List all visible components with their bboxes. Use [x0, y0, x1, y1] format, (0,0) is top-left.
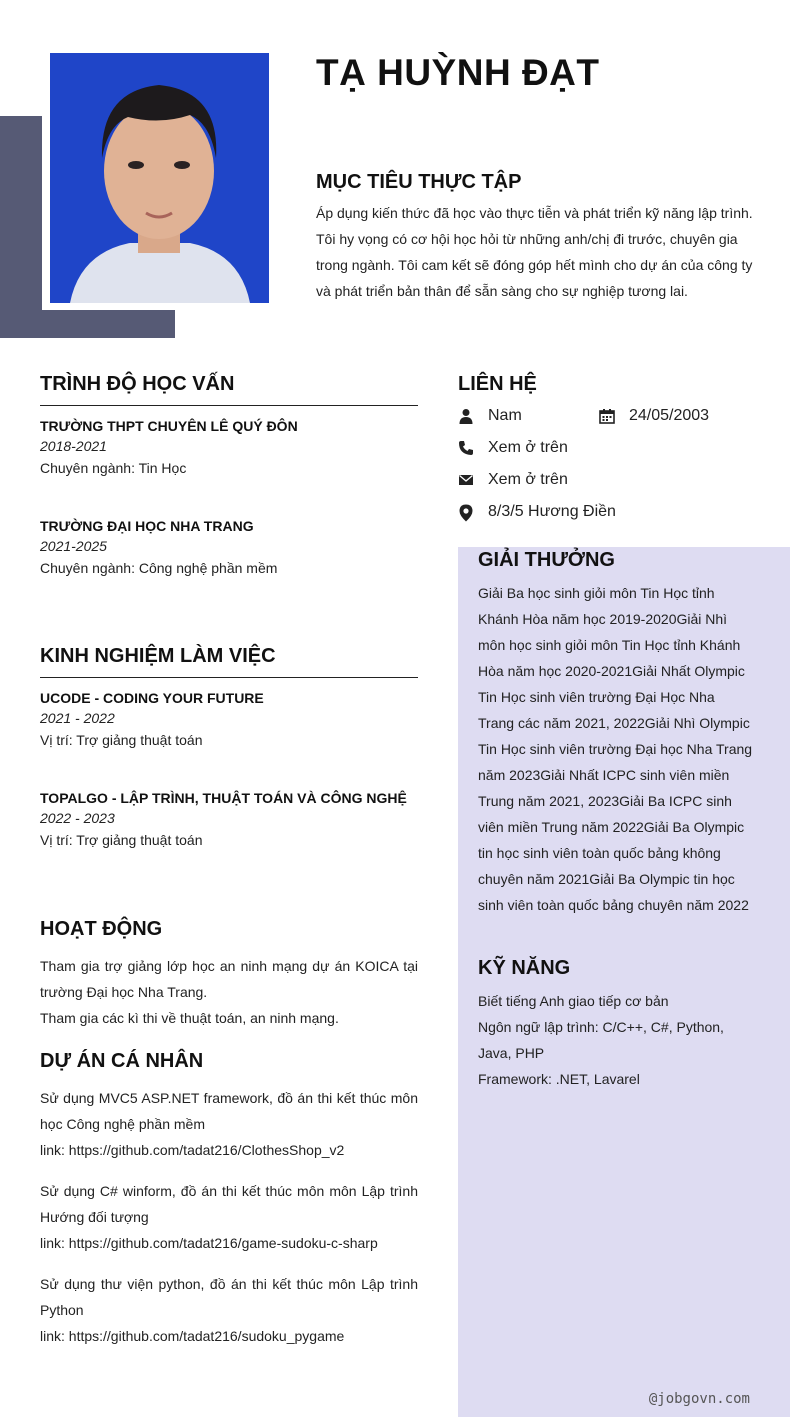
contact-title: LIÊN HỆ — [458, 373, 537, 395]
experience-item — [40, 690, 418, 748]
education-item — [40, 418, 418, 476]
phone-value: Xem ở trên — [488, 439, 568, 456]
skill-line: Ngôn ngữ lập trình: C/C++, C#, Python, Java, PHP — [478, 1019, 724, 1061]
gender-value: Nam — [488, 407, 522, 424]
contact-dob — [599, 407, 709, 425]
project-link[interactable]: link: https://github.com/tadat216/ClothesShop_v2 — [40, 1142, 345, 1158]
decorative-block-vertical — [0, 116, 42, 338]
company-name: UCODE - CODING YOUR FUTURE — [40, 690, 264, 706]
calendar-icon — [599, 408, 615, 424]
activities-title: HOẠT ĐỘNG — [40, 918, 163, 940]
school-name: TRƯỜNG THPT CHUYÊN LÊ QUÝ ĐÔN — [40, 418, 298, 434]
address-value: 8/3/5 Hương Điền — [488, 503, 616, 520]
project-description: Sử dụng MVC5 ASP.NET framework, đồ án thi kết thúc môn học Công nghệ phần mềm — [40, 1090, 418, 1132]
education-major: Chuyên ngành: Công nghệ phần mềm — [40, 560, 278, 576]
projects-section — [40, 1050, 418, 1349]
watermark: @jobgovn.com — [648, 1391, 750, 1407]
skill-line: Biết tiếng Anh giao tiếp cơ bản — [478, 993, 669, 1009]
decorative-block-horizontal — [0, 310, 175, 338]
skills-title: KỸ NĂNG — [478, 957, 571, 979]
education-major: Chuyên ngành: Tin Học — [40, 460, 187, 476]
education-section — [40, 373, 418, 576]
contact-gender — [458, 407, 522, 425]
experience-position: Vị trí: Trợ giảng thuật toán — [40, 832, 203, 848]
contact-phone — [458, 439, 568, 457]
person-icon — [458, 408, 474, 424]
experience-time: 2021 - 2022 — [40, 710, 115, 726]
project-link[interactable]: link: https://github.com/tadat216/game-sudoku-c-sharp — [40, 1235, 378, 1251]
experience-item — [40, 790, 418, 848]
project-link[interactable]: link: https://github.com/tadat216/sudoku_pygame — [40, 1328, 345, 1344]
experience-time: 2022 - 2023 — [40, 810, 115, 826]
dob-value: 24/05/2003 — [629, 407, 710, 424]
objective-title: MỤC TIÊU THỰC TẬP — [316, 171, 522, 193]
profile-photo — [50, 53, 269, 303]
contact-email — [458, 471, 568, 489]
phone-icon — [458, 440, 474, 456]
project-item — [40, 1178, 418, 1256]
activity-line: Tham gia các kì thi về thuật toán, an ninh mạng. — [40, 1010, 339, 1026]
project-item — [40, 1085, 418, 1163]
side-panel — [458, 547, 790, 1417]
activity-line: Tham gia trợ giảng lớp học an ninh mạng dự án KOICA tại trường Đại học Nha Trang. — [40, 958, 418, 1000]
section-divider — [40, 405, 418, 406]
objective-text: Áp dụng kiến thức đã học vào thực tiễn và phát triển kỹ năng lập trình. Tôi hy vọng có cơ hội học hỏi từ những anh/chị đi trước, chuyên gia trong ngành. Tôi cam kết sẽ đóng góp hết mình cho dự án của công ty và phát triển bản thân để sẵn sàng cho sự nghiệp tương lai. — [316, 205, 753, 299]
email-value: Xem ở trên — [488, 471, 568, 488]
education-item — [40, 518, 418, 576]
section-divider — [40, 677, 418, 678]
awards-text: Giải Ba học sinh giỏi môn Tin Học tỉnh Khánh Hòa năm học 2019-2020Giải Nhì môn học sinh giỏi môn Tin Học tỉnh Khánh Hòa năm học 2020-2021Giải Nhất Olympic Tin Học sinh viên trường Đại Học Nha Trang các năm 2021, 2022Giải Nhì Olympic Tin Học sinh viên trường Đại học Nha Trang năm 2023Giải Nhất ICPC sinh viên miền Trung năm 2021, 2023Giải Ba ICPC sinh viên miền Trung năm 2022Giải Ba Olympic tin học sinh viên toàn quốc bảng không chuyên năm 2021Giải Ba Olympic tin học sinh viên toàn quốc bảng chuyên năm 2022 — [478, 585, 753, 913]
education-title: TRÌNH ĐỘ HỌC VẤN — [40, 373, 235, 395]
education-time: 2018-2021 — [40, 438, 107, 454]
candidate-name: TẠ HUỲNH ĐẠT — [316, 52, 600, 93]
project-description: Sử dụng thư viện python, đồ án thi kết thúc môn Lập trình Python — [40, 1276, 418, 1318]
experience-section — [40, 645, 418, 848]
mail-icon — [458, 472, 474, 488]
awards-section — [478, 549, 754, 918]
location-pin-icon — [458, 504, 474, 520]
education-time: 2021-2025 — [40, 538, 107, 554]
awards-title: GIẢI THƯỞNG — [478, 549, 615, 571]
objective-section — [316, 171, 756, 304]
experience-position: Vị trí: Trợ giảng thuật toán — [40, 732, 203, 748]
experience-title: KINH NGHIỆM LÀM VIỆC — [40, 645, 276, 667]
contact-address — [458, 503, 616, 521]
contact-section — [458, 373, 758, 520]
skill-line: Framework: .NET, Lavarel — [478, 1071, 640, 1087]
school-name: TRƯỜNG ĐẠI HỌC NHA TRANG — [40, 518, 254, 534]
skills-section — [478, 957, 754, 1092]
project-description: Sử dụng C# winform, đồ án thi kết thúc môn môn Lập trình Hướng đối tượng — [40, 1183, 418, 1225]
projects-title: DỰ ÁN CÁ NHÂN — [40, 1050, 204, 1072]
activities-section — [40, 918, 418, 1031]
company-name: TOPALGO - LẬP TRÌNH, THUẬT TOÁN VÀ CÔNG NGHỆ — [40, 790, 407, 806]
project-item — [40, 1271, 418, 1349]
